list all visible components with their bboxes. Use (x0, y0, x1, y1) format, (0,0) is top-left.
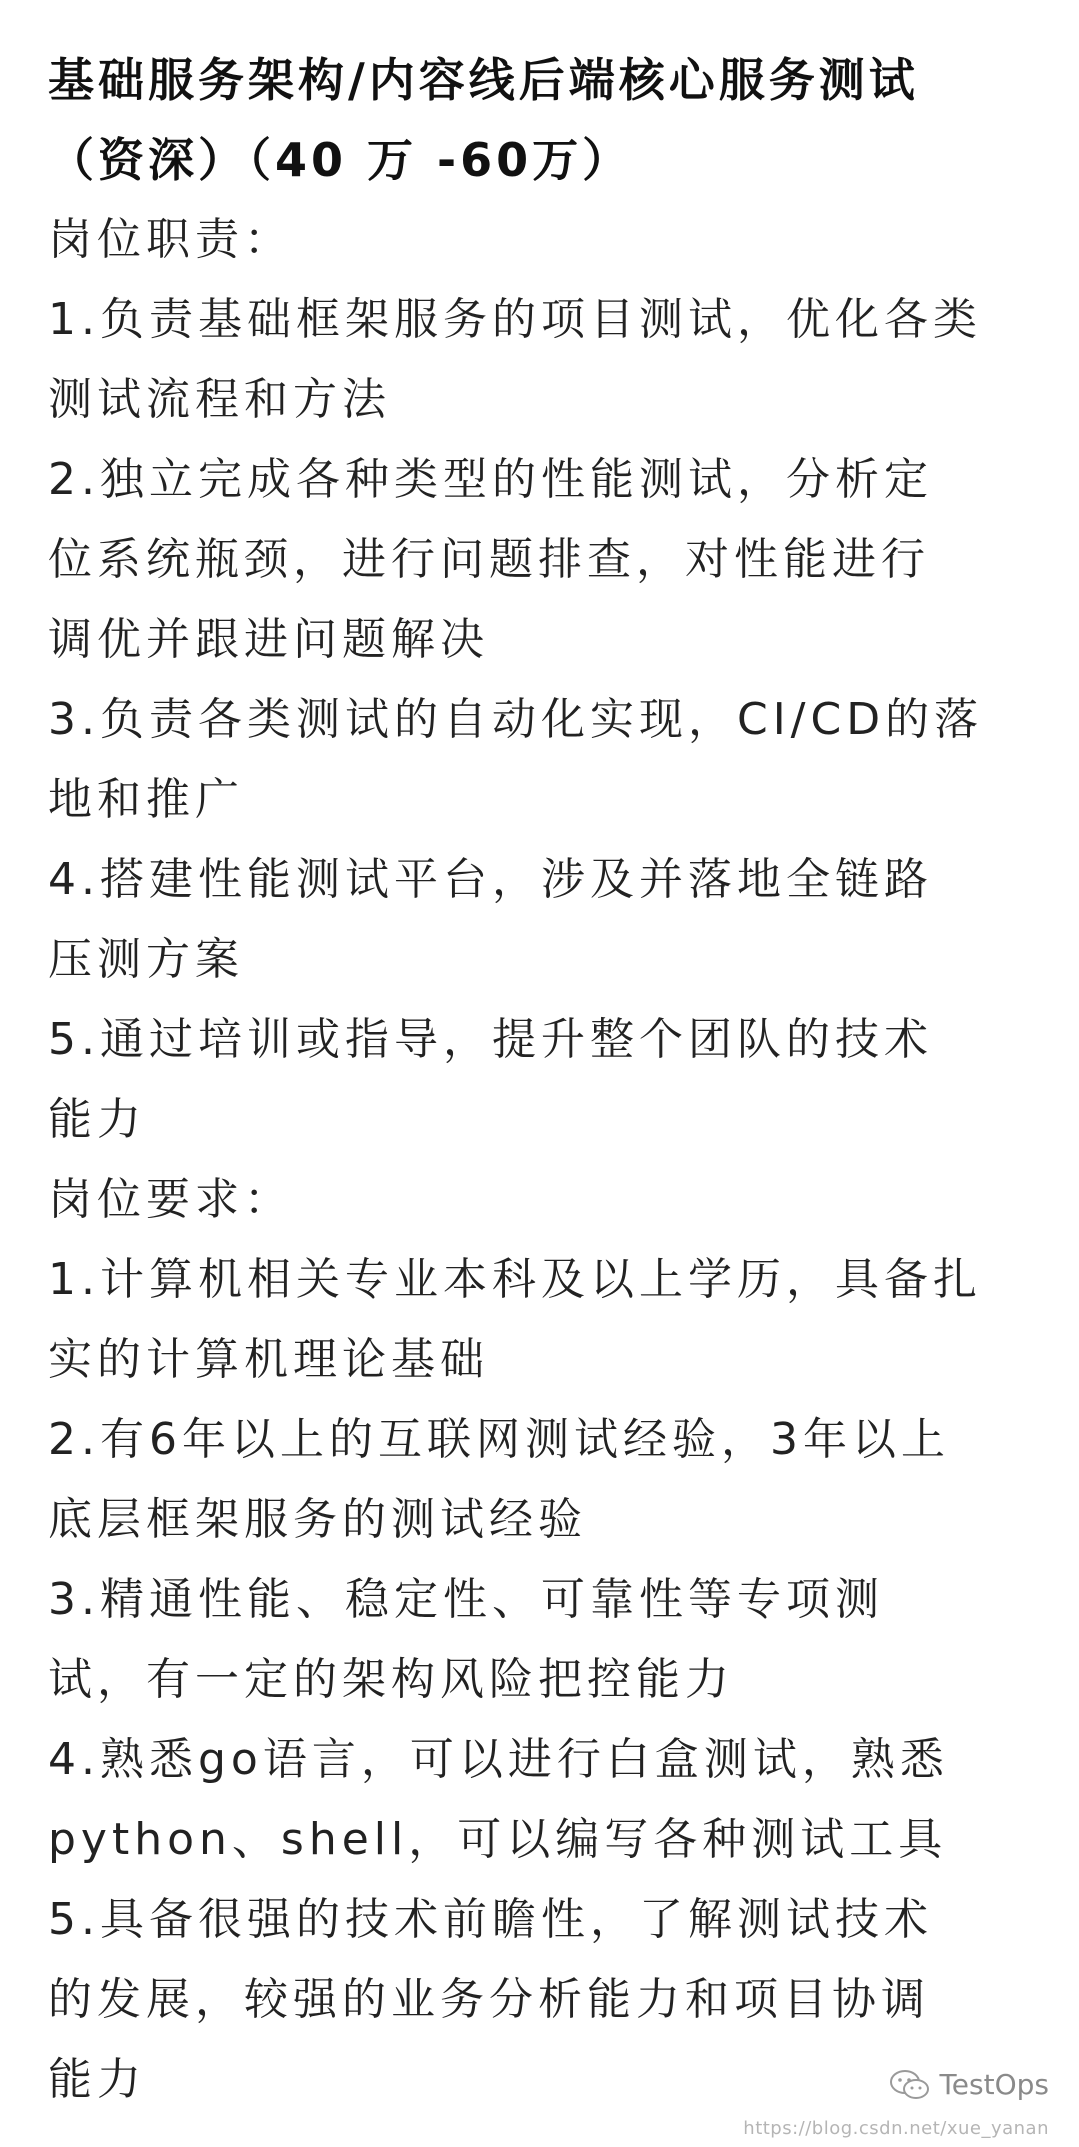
body-line: 2.有6年以上的互联网测试经验，3年以上 (48, 1414, 950, 1465)
body-line: 4.搭建性能测试平台，涉及并落地全链路 (48, 854, 933, 905)
body-line: python、shell，可以编写各种测试工具 (48, 1814, 948, 1865)
body-line: 位系统瓶颈，进行问题排查，对性能进行 (48, 534, 930, 585)
section-heading-responsibilities: 岗位职责： (48, 214, 293, 265)
watermark-brand: TestOps (939, 2068, 1049, 2101)
body-line: 底层框架服务的测试经验 (48, 1494, 587, 1545)
body-line: 试，有一定的架构风险把控能力 (48, 1654, 734, 1705)
watermark (889, 2068, 1049, 2101)
body-line: 3.负责各类测试的自动化实现，CI/CD的落 (48, 694, 984, 745)
job-title (48, 40, 1048, 200)
body-line: 地和推广 (48, 774, 244, 825)
body-line: 调优并跟进问题解决 (48, 614, 489, 665)
job-body (48, 200, 1048, 2120)
body-line: 2.独立完成各种类型的性能测试，分析定 (48, 454, 933, 505)
body-line: 3.精通性能、稳定性、可靠性等专项测 (48, 1574, 884, 1625)
section-heading-requirements: 岗位要求： (48, 1174, 293, 1225)
body-line: 5.具备很强的技术前瞻性，了解测试技术 (48, 1894, 933, 1945)
job-title-line-1: 基础服务架构/内容线后端核心服务测试 (48, 53, 919, 107)
body-line: 4.熟悉go语言，可以进行白盒测试，熟悉 (48, 1734, 949, 1785)
wechat-icon (889, 2069, 931, 2101)
body-line: 1.计算机相关专业本科及以上学历，具备扎 (48, 1254, 982, 1305)
body-line: 能力 (48, 1094, 146, 1145)
body-line: 1.负责基础框架服务的项目测试，优化各类 (48, 294, 982, 345)
body-line: 能力 (48, 2054, 146, 2105)
body-line: 实的计算机理论基础 (48, 1334, 489, 1385)
body-line: 测试流程和方法 (48, 374, 391, 425)
body-line: 压测方案 (48, 934, 244, 985)
body-line: 的发展，较强的业务分析能力和项目协调 (48, 1974, 930, 2025)
job-title-line-2: （资深）（40 万 -60万） (48, 133, 633, 187)
body-line: 5.通过培训或指导，提升整个团队的技术 (48, 1014, 933, 1065)
watermark-url: https://blog.csdn.net/xue_yanan (743, 2118, 1049, 2139)
